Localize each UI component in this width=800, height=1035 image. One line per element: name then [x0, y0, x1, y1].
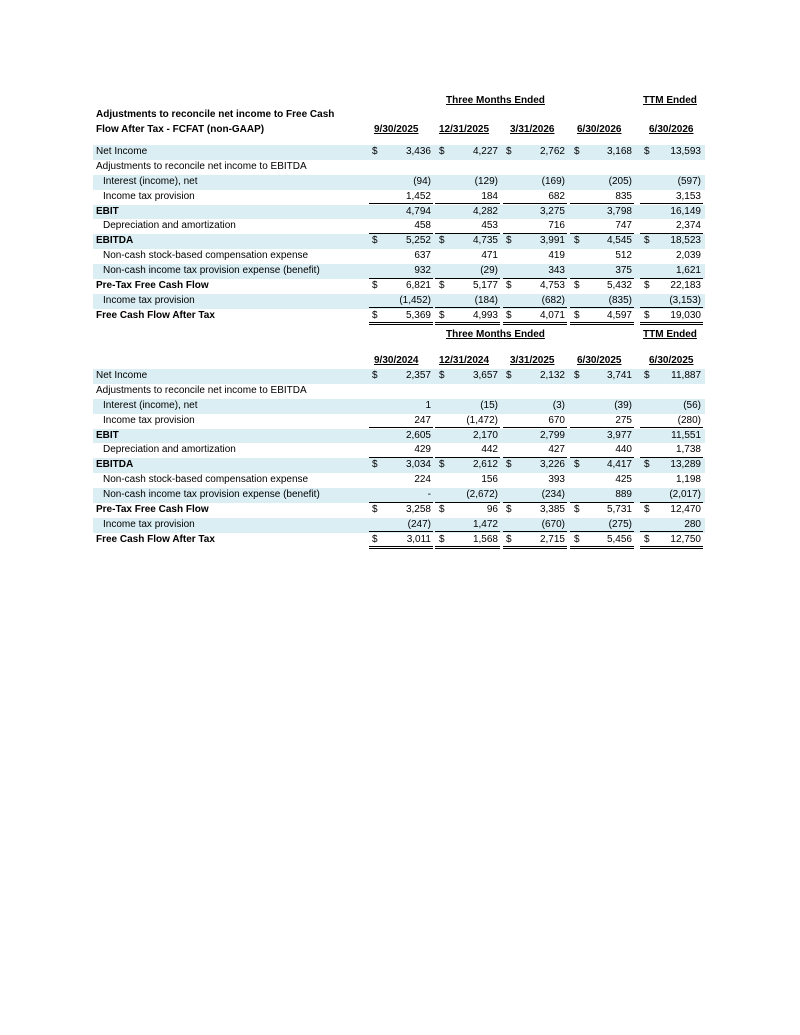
currency-symbol: $ — [644, 235, 650, 247]
value-cell: 3,657 — [472, 370, 498, 381]
row-label: EBIT — [96, 205, 119, 217]
value-cell: (205) — [608, 175, 632, 187]
value-cell: 419 — [548, 250, 565, 262]
row-label: Depreciation and amortization — [103, 220, 236, 232]
table-row — [93, 414, 705, 429]
row-label: Free Cash Flow After Tax — [96, 309, 215, 321]
currency-symbol: $ — [574, 309, 580, 321]
row-label: Non-cash income tax provision expense (benefit) — [103, 489, 320, 501]
table-row — [93, 309, 705, 324]
group-header-ttm: TTM Ended — [643, 95, 697, 106]
currency-symbol: $ — [574, 370, 580, 381]
value-cell: 442 — [481, 444, 498, 456]
value-cell: (169) — [541, 175, 565, 187]
value-cell: 3,275 — [539, 205, 565, 217]
currency-symbol: $ — [372, 146, 378, 157]
value-cell: 375 — [615, 265, 632, 277]
row-label: EBITDA — [96, 235, 134, 247]
value-cell: 425 — [615, 474, 632, 486]
value-cell: 2,715 — [539, 533, 565, 545]
row-label: Free Cash Flow After Tax — [96, 533, 215, 545]
currency-symbol: $ — [644, 309, 650, 321]
currency-symbol: $ — [574, 504, 580, 516]
value-cell: - — [427, 489, 431, 501]
date-col-ttm: 6/30/2025 — [649, 355, 694, 366]
value-cell: 637 — [414, 250, 431, 262]
group-header-ttm: TTM Ended — [643, 329, 697, 340]
currency-symbol: $ — [439, 459, 445, 471]
value-cell: (234) — [541, 489, 565, 501]
value-cell: 1,621 — [675, 265, 701, 277]
table-row — [93, 160, 705, 175]
currency-symbol: $ — [439, 309, 445, 321]
value-cell: (3,153) — [669, 294, 701, 306]
value-cell: 18,523 — [670, 235, 701, 247]
value-cell: 11,887 — [671, 370, 701, 381]
fcfat-table-current — [93, 95, 705, 324]
row-label: Non-cash stock-based compensation expense — [103, 250, 309, 262]
value-cell: (29) — [480, 265, 498, 277]
table-row — [93, 264, 705, 279]
value-cell: (2,017) — [669, 489, 701, 501]
table-header — [93, 329, 705, 369]
row-label: Income tax provision — [103, 518, 195, 530]
value-cell: (1,472) — [466, 414, 498, 426]
table-title-line1: Adjustments to reconcile net income to Free Cash — [96, 109, 335, 120]
value-cell: (275) — [608, 518, 632, 530]
value-cell: 1 — [425, 399, 431, 411]
row-label: EBIT — [96, 429, 119, 441]
row-label: Income tax provision — [103, 294, 195, 306]
value-cell: (94) — [413, 175, 431, 187]
row-label: Adjustments to reconcile net income to EBITDA — [96, 160, 307, 172]
value-cell: 2,374 — [675, 220, 701, 232]
double-underline — [369, 322, 433, 325]
row-label: Pre-Tax Free Cash Flow — [96, 504, 209, 516]
row-label: Depreciation and amortization — [103, 444, 236, 456]
double-underline — [503, 322, 567, 325]
currency-symbol: $ — [372, 235, 378, 247]
row-label: Net Income — [96, 370, 148, 381]
table-body — [93, 145, 705, 324]
value-cell: (1,452) — [399, 294, 431, 306]
value-cell: (3) — [552, 399, 565, 411]
value-cell: 2,612 — [472, 459, 498, 471]
value-cell: 280 — [684, 518, 701, 530]
value-cell: 440 — [615, 444, 632, 456]
row-label: Interest (income), net — [103, 175, 198, 187]
currency-symbol: $ — [372, 309, 378, 321]
date-col-2: 12/31/2024 — [439, 355, 490, 366]
value-cell: 2,357 — [405, 370, 431, 381]
table-row — [93, 249, 705, 264]
value-cell: 4,417 — [606, 459, 632, 471]
value-cell: 3,798 — [606, 205, 632, 217]
value-cell: 453 — [481, 220, 498, 232]
value-cell: 4,597 — [606, 309, 632, 321]
date-col-ttm: 6/30/2026 — [649, 124, 694, 135]
value-cell: (2,672) — [466, 489, 498, 501]
table-row — [93, 205, 705, 220]
table-row — [93, 443, 705, 458]
value-cell: 4,753 — [539, 280, 565, 292]
row-label: Income tax provision — [103, 190, 195, 202]
value-cell: 2,605 — [405, 429, 431, 441]
row-label: Pre-Tax Free Cash Flow — [96, 280, 209, 292]
double-underline — [640, 546, 703, 549]
table-row — [93, 145, 705, 160]
value-cell: 2,799 — [539, 429, 565, 441]
value-cell: (15) — [480, 399, 498, 411]
currency-symbol: $ — [439, 280, 445, 292]
table-row — [93, 503, 705, 518]
value-cell: 16,149 — [670, 205, 701, 217]
value-cell: (39) — [614, 399, 632, 411]
row-label: Adjustments to reconcile net income to EBITDA — [96, 384, 307, 396]
currency-symbol: $ — [644, 280, 650, 292]
table-row — [93, 458, 705, 473]
value-cell: 3,153 — [675, 190, 701, 202]
table-title-line2: Flow After Tax - FCFAT (non-GAAP) — [96, 124, 265, 135]
value-cell: 1,472 — [472, 518, 498, 530]
value-cell: 932 — [414, 265, 431, 277]
value-cell: 13,289 — [670, 459, 701, 471]
table-row — [93, 190, 705, 205]
value-cell: (56) — [683, 399, 701, 411]
table-row — [93, 234, 705, 249]
value-cell: 275 — [615, 414, 632, 426]
value-cell: 11,551 — [671, 429, 701, 441]
value-cell: 5,731 — [606, 504, 632, 516]
value-cell: 12,750 — [670, 533, 701, 545]
value-cell: 5,252 — [405, 235, 431, 247]
currency-symbol: $ — [439, 504, 445, 516]
currency-symbol: $ — [644, 146, 650, 157]
group-header-three-months: Three Months Ended — [446, 329, 545, 340]
value-cell: 3,011 — [406, 533, 431, 545]
value-cell: 3,258 — [405, 504, 431, 516]
value-cell: 512 — [615, 250, 632, 262]
value-cell: 12,470 — [670, 504, 701, 516]
value-cell: 889 — [615, 489, 632, 501]
value-cell: 224 — [414, 474, 431, 486]
value-cell: (682) — [541, 294, 565, 306]
value-cell: 2,132 — [539, 370, 565, 381]
double-underline — [570, 322, 634, 325]
value-cell: (184) — [474, 294, 498, 306]
value-cell: 670 — [548, 414, 565, 426]
table-row — [93, 473, 705, 488]
value-cell: (670) — [541, 518, 565, 530]
currency-symbol: $ — [372, 504, 378, 516]
value-cell: 4,282 — [472, 205, 498, 217]
row-label: Non-cash income tax provision expense (benefit) — [103, 265, 320, 277]
value-cell: 13,593 — [670, 146, 701, 157]
currency-symbol: $ — [439, 370, 445, 381]
currency-symbol: $ — [439, 146, 445, 157]
fcfat-table-prior — [93, 329, 705, 548]
row-label: Income tax provision — [103, 414, 195, 426]
currency-symbol: $ — [372, 370, 378, 381]
currency-symbol: $ — [506, 146, 512, 157]
table-row — [93, 533, 705, 548]
value-cell: 4,735 — [472, 235, 498, 247]
value-cell: (597) — [677, 175, 701, 187]
row-label: EBITDA — [96, 459, 134, 471]
value-cell: 4,993 — [472, 309, 498, 321]
table-row — [93, 399, 705, 414]
value-cell: 3,991 — [539, 235, 565, 247]
value-cell: 747 — [615, 220, 632, 232]
value-cell: 2,762 — [539, 146, 565, 157]
currency-symbol: $ — [644, 370, 650, 381]
currency-symbol: $ — [439, 533, 445, 545]
value-cell: 835 — [615, 190, 632, 202]
value-cell: 1,452 — [405, 190, 431, 202]
table-row — [93, 429, 705, 444]
currency-symbol: $ — [372, 533, 378, 545]
table-row — [93, 518, 705, 533]
currency-symbol: $ — [574, 280, 580, 292]
currency-symbol: $ — [574, 235, 580, 247]
currency-symbol: $ — [506, 309, 512, 321]
value-cell: 471 — [481, 250, 498, 262]
table-row — [93, 369, 705, 384]
currency-symbol: $ — [574, 146, 580, 157]
value-cell: 1,568 — [472, 533, 498, 545]
value-cell: 3,168 — [606, 146, 632, 157]
value-cell: 2,170 — [472, 429, 498, 441]
date-col-2: 12/31/2025 — [439, 124, 490, 135]
value-cell: 5,432 — [606, 280, 632, 292]
row-label: Non-cash stock-based compensation expense — [103, 474, 309, 486]
value-cell: 3,436 — [405, 146, 431, 157]
value-cell: (247) — [407, 518, 431, 530]
value-cell: 184 — [481, 190, 498, 202]
group-header-three-months: Three Months Ended — [446, 95, 545, 106]
value-cell: 4,794 — [405, 205, 431, 217]
table-row — [93, 384, 705, 399]
value-cell: 2,039 — [675, 250, 701, 262]
value-cell: 5,369 — [405, 309, 431, 321]
value-cell: 429 — [414, 444, 431, 456]
currency-symbol: $ — [574, 459, 580, 471]
row-label: Net Income — [96, 146, 148, 157]
table-row — [93, 294, 705, 309]
currency-symbol: $ — [644, 504, 650, 516]
double-underline — [435, 322, 500, 325]
currency-symbol: $ — [372, 459, 378, 471]
value-cell: 247 — [414, 414, 431, 426]
table-body — [93, 369, 705, 548]
table-row — [93, 175, 705, 190]
value-cell: 682 — [548, 190, 565, 202]
date-col-3: 3/31/2026 — [510, 124, 555, 135]
value-cell: 716 — [548, 220, 565, 232]
value-cell: 3,385 — [539, 504, 565, 516]
value-cell: 96 — [486, 504, 498, 516]
double-underline — [503, 546, 567, 549]
value-cell: 1,738 — [675, 444, 701, 456]
value-cell: 427 — [548, 444, 565, 456]
value-cell: 458 — [414, 220, 431, 232]
value-cell: 393 — [548, 474, 565, 486]
date-col-1: 9/30/2025 — [374, 124, 419, 135]
currency-symbol: $ — [506, 235, 512, 247]
table-row — [93, 219, 705, 234]
value-cell: 1,198 — [675, 474, 701, 486]
currency-symbol: $ — [574, 533, 580, 545]
double-underline — [369, 546, 433, 549]
value-cell: 4,227 — [472, 146, 498, 157]
value-cell: (835) — [608, 294, 632, 306]
value-cell: 5,177 — [472, 280, 498, 292]
date-col-3: 3/31/2025 — [510, 355, 555, 366]
date-col-4: 6/30/2025 — [577, 355, 622, 366]
table-row — [93, 488, 705, 503]
double-underline — [640, 322, 703, 325]
table-header — [93, 95, 705, 145]
value-cell: 22,183 — [670, 280, 701, 292]
value-cell: 5,456 — [606, 533, 632, 545]
currency-symbol: $ — [506, 280, 512, 292]
table-row — [93, 279, 705, 294]
value-cell: 4,071 — [539, 309, 565, 321]
currency-symbol: $ — [506, 504, 512, 516]
value-cell: 3,226 — [539, 459, 565, 471]
value-cell: 156 — [481, 474, 498, 486]
value-cell: 3,034 — [405, 459, 431, 471]
currency-symbol: $ — [506, 533, 512, 545]
double-underline — [435, 546, 500, 549]
currency-symbol: $ — [644, 459, 650, 471]
date-col-1: 9/30/2024 — [374, 355, 419, 366]
double-underline — [570, 546, 634, 549]
value-cell: 343 — [548, 265, 565, 277]
value-cell: (280) — [677, 414, 701, 426]
date-col-4: 6/30/2026 — [577, 124, 622, 135]
value-cell: 4,545 — [606, 235, 632, 247]
currency-symbol: $ — [644, 533, 650, 545]
currency-symbol: $ — [506, 370, 512, 381]
row-label: Interest (income), net — [103, 399, 198, 411]
value-cell: 6,821 — [405, 280, 431, 292]
currency-symbol: $ — [439, 235, 445, 247]
value-cell: 19,030 — [670, 309, 701, 321]
value-cell: 3,977 — [606, 429, 632, 441]
value-cell: 3,741 — [606, 370, 632, 381]
value-cell: (129) — [474, 175, 498, 187]
currency-symbol: $ — [372, 280, 378, 292]
currency-symbol: $ — [506, 459, 512, 471]
